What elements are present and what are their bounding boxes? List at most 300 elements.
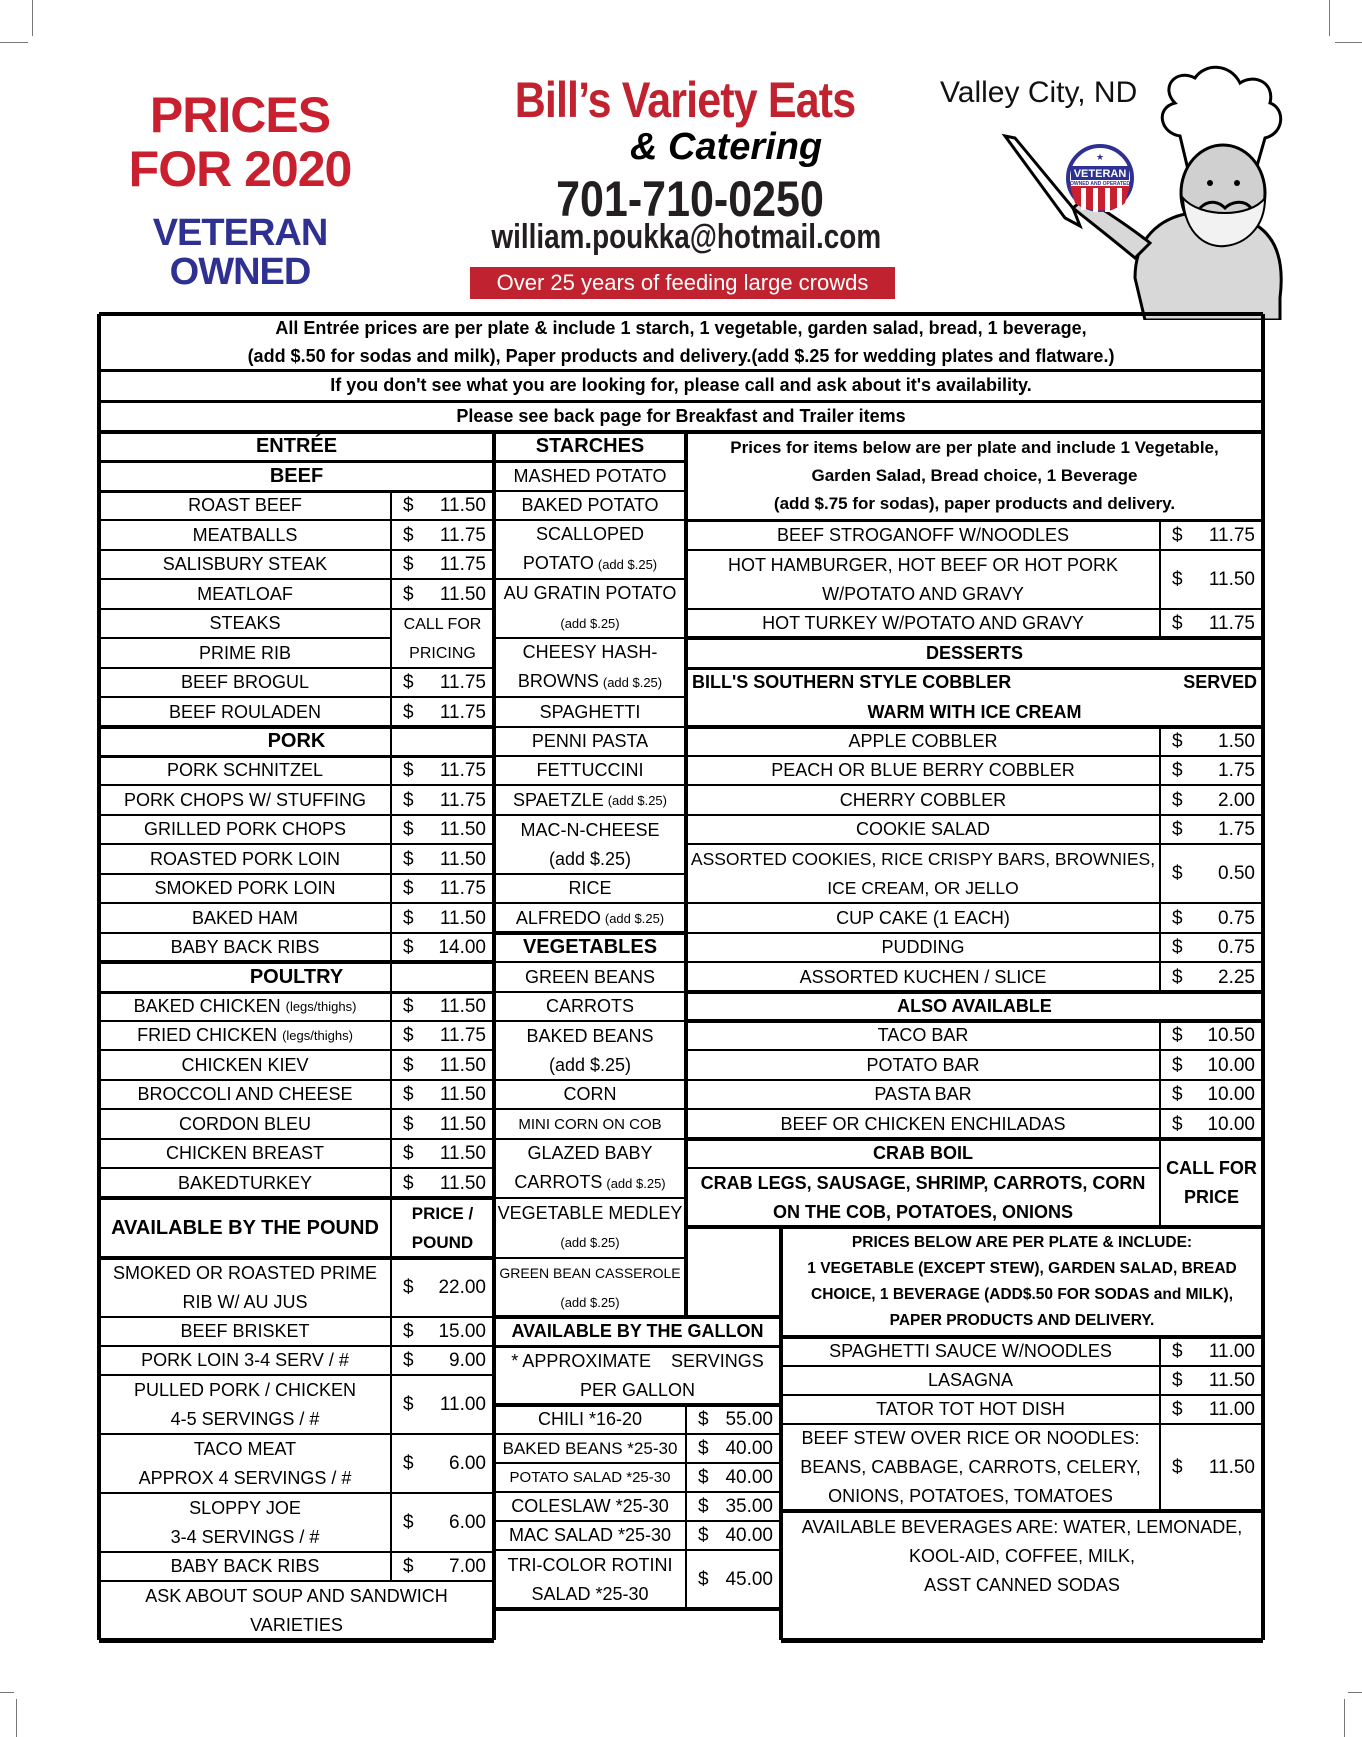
also-item-price	[1160, 1080, 1263, 1109]
price-value: 9.00	[449, 1350, 486, 1371]
item-name: CHICKEN BREAST	[165, 1143, 325, 1163]
crab-desc-1: CRAB LEGS, SAUSAGE, SHRIMP, CARROTS, CORN	[700, 1172, 1146, 1193]
crop-mark	[1344, 1699, 1345, 1737]
starches-header	[494, 432, 686, 461]
starch-name-2: (add $.25)	[548, 848, 632, 869]
item-name: STEAKS	[209, 613, 281, 633]
item-name: CORDON BLEU	[178, 1113, 312, 1134]
currency-symbol: $	[1172, 863, 1183, 884]
phone-number: 701-710-0250	[556, 171, 824, 227]
price-value: 11.50	[439, 1054, 486, 1076]
vegetable-line-2	[514, 1168, 665, 1198]
menu-item-name	[99, 1080, 391, 1109]
item-note: (legs/thighs)	[285, 999, 357, 1014]
starch-item	[494, 697, 686, 727]
starch-line-1: CHEESY HASH-	[522, 642, 658, 662]
price-value: 11.50	[1208, 1370, 1255, 1391]
menu-item-price	[391, 1168, 494, 1198]
price-value: 0.75	[1218, 937, 1255, 958]
currency-symbol: $	[403, 1277, 414, 1298]
menu-item-price	[391, 1021, 494, 1050]
item-line-1: SMOKED OR ROASTED PRIME	[112, 1262, 378, 1283]
price-value: 40.00	[725, 1525, 773, 1546]
price-value: 11.75	[439, 878, 486, 899]
price-value: 11.50	[1208, 569, 1255, 590]
year-line: FOR 2020	[128, 141, 352, 197]
gallon-note-2: PER GALLON	[579, 1379, 696, 1400]
by-pound-title: AVAILABLE BY THE POUND	[111, 1216, 379, 1239]
dessert-item	[686, 844, 1160, 903]
call-line-1: CALL FOR	[403, 615, 482, 633]
price-value: 11.50	[439, 907, 486, 929]
starch-note: (add $.25)	[560, 616, 620, 631]
menu-item-price	[391, 1109, 494, 1139]
menu-item-price	[391, 815, 494, 844]
veteran-owned-heading	[120, 214, 360, 292]
dessert-line-1: APPLE COBBLER	[848, 731, 998, 751]
also-item-name: BEEF OR CHICKEN ENCHILADAS	[780, 1113, 1066, 1134]
price-value: 11.50	[439, 1113, 486, 1135]
currency-symbol: $	[403, 1453, 414, 1474]
starch-item	[494, 638, 686, 697]
menu-item-price	[391, 874, 494, 903]
item-line-2: RIB W/ AU JUS	[182, 1291, 308, 1312]
starch-line-1: AU GRATIN POTATO	[503, 583, 677, 603]
lower-line-1: TATOR TOT HOT DISH	[876, 1399, 1065, 1419]
also-item-name: TACO BAR	[877, 1025, 969, 1045]
lower-plate-price	[1160, 1424, 1263, 1511]
dessert-price	[1160, 756, 1263, 785]
vegetable-note: (add $.25)	[560, 1235, 620, 1250]
price-value: 1.50	[1218, 731, 1255, 752]
lower-plate-price	[1160, 1337, 1263, 1366]
price-value: 0.75	[1218, 907, 1255, 929]
menu-item-price	[391, 1080, 494, 1109]
gallon-name: BAKED BEANS *25-30	[502, 1439, 678, 1458]
table-rule	[1159, 727, 1161, 992]
starch-item	[494, 874, 686, 903]
entree-note	[99, 314, 1263, 370]
gallon-name: POTATO SALAD *25-30	[509, 1469, 671, 1486]
price-value: 11.00	[439, 1394, 486, 1415]
by-pound-price	[391, 1434, 494, 1493]
currency-symbol: $	[698, 1409, 709, 1430]
price-value: 11.50	[439, 1172, 486, 1194]
item-note: (legs/thighs)	[282, 1028, 353, 1043]
vegetable-name: CORN	[563, 1084, 617, 1104]
entree-header	[99, 432, 494, 461]
dessert-item	[686, 785, 1160, 815]
crab-boil-header	[686, 1139, 1160, 1168]
cobbler-desc: WARM WITH ICE CREAM	[867, 701, 1082, 722]
starch-item	[494, 785, 686, 815]
starch-name: SPAETZLE	[513, 789, 604, 810]
vegetable-name-2: CARROTS	[514, 1172, 603, 1192]
price-header-line-1: PRICE /	[411, 1204, 474, 1223]
lower-line-2: BEANS, CABBAGE, CARROTS, CELERY,	[800, 1457, 1141, 1477]
by-pound-item	[99, 1375, 391, 1434]
vegetables-header	[494, 933, 686, 962]
price-value: 10.00	[1207, 1084, 1255, 1105]
currency-symbol: $	[403, 848, 414, 870]
price-value: 1.75	[1218, 819, 1255, 840]
item-name: MEATLOAF	[197, 583, 293, 604]
currency-symbol: $	[1172, 524, 1183, 546]
menu-item-name	[99, 668, 391, 697]
item-line-1: BEEF BRISKET	[180, 1321, 310, 1341]
menu-item-name	[99, 903, 391, 933]
item-name: CHICKEN KIEV	[181, 1054, 309, 1075]
currency-symbol: $	[403, 495, 414, 516]
gallon-price	[686, 1405, 781, 1434]
starch-note: (add $.25)	[607, 792, 667, 808]
plates-intro-2: Garden Salad, Bread choice, 1 Beverage	[811, 466, 1138, 485]
vegetable-name-2: (add $.25)	[548, 1054, 632, 1075]
item-name: BEEF ROULADEN	[168, 701, 322, 722]
gallon-price	[686, 1434, 781, 1463]
lower-intro-4: PAPER PRODUCTS AND DELIVERY.	[889, 1312, 1155, 1329]
currency-symbol: $	[1172, 1084, 1183, 1105]
menu-item-name	[99, 874, 391, 903]
price-value: 45.00	[725, 1569, 773, 1590]
menu-item-price	[391, 844, 494, 874]
call-line-2: PRICING	[409, 644, 476, 662]
ask-about-note	[99, 1581, 494, 1640]
item-name: FRIED CHICKEN	[137, 1025, 278, 1045]
starch-item	[494, 520, 686, 579]
lower-plate-price	[1160, 1395, 1263, 1424]
menu-item-price	[391, 1139, 494, 1168]
price-value: 11.75	[439, 524, 486, 546]
vegetable-item	[494, 992, 686, 1021]
vegetable-name: MINI CORN ON COB	[518, 1115, 662, 1133]
currency-symbol: $	[1172, 789, 1183, 811]
also-item-price	[1160, 1021, 1263, 1050]
price-value: 11.75	[439, 1025, 486, 1046]
currency-symbol: $	[1172, 966, 1183, 988]
starch-note: (add $.25)	[602, 675, 663, 690]
lower-plate-price	[1160, 1366, 1263, 1395]
currency-symbol: $	[403, 1350, 414, 1371]
currency-symbol: $	[403, 1172, 414, 1194]
currency-symbol: $	[403, 996, 414, 1017]
item-name: PORK CHOPS W/ STUFFING	[123, 789, 366, 810]
cobbler-line-1	[692, 668, 1257, 697]
item-name: BAKED HAM	[191, 907, 299, 928]
price-value: 11.75	[1208, 524, 1255, 546]
currency-symbol: $	[403, 1084, 414, 1105]
by-gallon-title: AVAILABLE BY THE GALLON	[511, 1321, 764, 1341]
vegetable-line-1: GLAZED BABY	[527, 1143, 653, 1163]
dessert-line-1: ASSORTED KUCHEN / SLICE	[799, 966, 1047, 987]
item-name: MEATBALLS	[192, 524, 298, 545]
currency-symbol: $	[1172, 731, 1183, 752]
gallon-price	[686, 1463, 781, 1492]
price-value: 11.50	[439, 583, 486, 605]
menu-item-name	[99, 1109, 391, 1139]
plate-price	[1160, 609, 1263, 638]
starch-line-2	[518, 667, 662, 697]
starch-item	[494, 756, 686, 785]
price-value: 10.00	[1207, 1054, 1255, 1076]
chef-illustration	[985, 58, 1295, 320]
starch-note: (add $.25)	[597, 557, 658, 572]
starch-name: BAKED POTATO	[521, 495, 659, 515]
plate-item	[686, 609, 1160, 638]
starch-item	[494, 903, 686, 933]
call-for-pricing	[391, 609, 494, 668]
menu-item-price	[391, 903, 494, 933]
vegetable-note: (add $.25)	[606, 1176, 666, 1191]
vegetable-item	[494, 1080, 686, 1109]
currency-symbol: $	[403, 583, 414, 605]
lower-line-1: BEEF STEW OVER RICE OR NOODLES:	[801, 1428, 1140, 1448]
vegetables-title: VEGETABLES	[522, 936, 658, 958]
also-item-price	[1160, 1109, 1263, 1139]
beverages-line-2: KOOL-AID, COFFEE, MILK,	[908, 1546, 1136, 1566]
price-value: 11.75	[439, 672, 486, 693]
badge-star-icon: ★	[1095, 153, 1105, 163]
crab-call-1: CALL FOR	[1166, 1158, 1257, 1178]
lower-plate-item	[781, 1395, 1160, 1424]
gallon-name: MAC SALAD *25-30	[508, 1525, 672, 1545]
starch-name: PENNI PASTA	[531, 731, 649, 751]
starch-name-2: BROWNS	[517, 671, 599, 691]
price-value: 0.50	[1218, 863, 1255, 884]
vegetable-name: GREEN BEAN CASSEROLE	[499, 1264, 681, 1281]
menu-item-name	[99, 697, 391, 727]
ask-line-1: ASK ABOUT SOUP AND SANDWICH	[145, 1585, 448, 1606]
lower-plate-item	[781, 1337, 1160, 1366]
by-pound-price	[391, 1346, 494, 1375]
currency-symbol: $	[403, 1025, 414, 1046]
by-pound-item	[99, 1493, 391, 1552]
starch-line-2	[523, 549, 657, 579]
currency-symbol: $	[1172, 1370, 1183, 1391]
plate-line-1: HOT TURKEY W/POTATO AND GRAVY	[762, 613, 1084, 633]
menu-item-price	[391, 550, 494, 579]
dessert-line-1: CUP CAKE (1 EACH)	[836, 907, 1010, 928]
currency-symbol: $	[1172, 760, 1183, 781]
currency-symbol: $	[698, 1438, 709, 1459]
item-name: BAKED CHICKEN	[133, 996, 281, 1016]
by-pound-item	[99, 1317, 391, 1346]
price-value: 40.00	[725, 1467, 773, 1488]
also-available-title: ALSO AVAILABLE	[897, 996, 1052, 1016]
also-available-item	[686, 1080, 1160, 1109]
price-value: 11.50	[1208, 1457, 1255, 1478]
veteran-badge	[1068, 146, 1132, 212]
menu-item-price	[391, 491, 494, 520]
currency-symbol: $	[403, 701, 414, 723]
table-rule	[390, 491, 392, 1198]
currency-symbol: $	[403, 1512, 414, 1533]
cobbler-served: SERVED	[1183, 672, 1257, 692]
item-name: BABY BACK RIBS	[170, 937, 320, 957]
price-value: 2.00	[1218, 789, 1255, 811]
currency-symbol: $	[403, 554, 414, 575]
currency-symbol: $	[403, 937, 414, 958]
plate-line-2: W/POTATO AND GRAVY	[822, 583, 1024, 604]
dessert-item	[686, 756, 1160, 785]
currency-symbol: $	[1172, 907, 1183, 929]
menu-item-price	[391, 785, 494, 815]
menu-item-price	[391, 933, 494, 962]
currency-symbol: $	[403, 1394, 414, 1415]
plates-intro	[686, 432, 1263, 520]
currency-symbol: $	[1172, 1025, 1183, 1046]
lower-line-1: SPAGHETTI SAUCE W/NOODLES	[829, 1341, 1112, 1361]
menu-item-name	[99, 785, 391, 815]
note-line-4: Please see back page for Breakfast and Trailer items	[456, 406, 906, 426]
starch-line-1: SCALLOPED	[535, 524, 645, 544]
vegetable-item	[494, 1139, 686, 1198]
vegetable-item	[494, 1109, 686, 1139]
item-line-1: PORK LOIN 3-4 SERV / #	[141, 1350, 349, 1370]
note-line-3: If you don't see what you are looking for, please call and ask about it's availability.	[330, 375, 1032, 395]
also-available-item	[686, 1109, 1160, 1139]
starch-item	[494, 461, 686, 491]
plate-line-1: BEEF STROGANOFF W/NOODLES	[776, 524, 1070, 545]
currency-symbol: $	[1172, 569, 1183, 590]
currency-symbol: $	[1172, 1457, 1183, 1478]
price-value: 11.75	[1208, 613, 1255, 634]
item-line-1: PULLED PORK / CHICKEN	[133, 1379, 357, 1400]
table-rule	[1159, 1021, 1161, 1139]
currency-symbol: $	[403, 878, 414, 899]
menu-item-price	[391, 697, 494, 727]
dessert-line-1: ASSORTED COOKIES, RICE CRISPY BARS, BROWNIES,	[690, 848, 1156, 869]
gallon-item	[494, 1405, 686, 1434]
plate-price	[1160, 550, 1263, 609]
menu-item-name	[99, 844, 391, 874]
vegetable-note: (add $.25)	[560, 1294, 620, 1310]
pork-title: PORK	[267, 730, 326, 752]
menu-item-name	[99, 1168, 391, 1198]
currency-symbol: $	[1172, 1113, 1183, 1135]
menu-item-price	[391, 1050, 494, 1080]
by-pound-price	[391, 1258, 494, 1317]
plates-intro-1: Prices for items below are per plate and include 1 Vegetable,	[730, 438, 1219, 457]
gallon-item	[494, 1463, 686, 1492]
starch-item	[494, 491, 686, 520]
gallon-item	[494, 1434, 686, 1463]
vegetable-item	[494, 1021, 686, 1080]
menu-item-name	[99, 933, 391, 962]
beverages-line-1: AVAILABLE BEVERAGES ARE: WATER, LEMONADE,	[801, 1517, 1243, 1537]
by-gallon-header	[494, 1317, 781, 1346]
crab-boil-title: CRAB BOIL	[873, 1143, 973, 1163]
price-value: 11.75	[439, 789, 486, 811]
starch-name: FETTUCCINI	[536, 760, 644, 780]
starch-name-2: POTATO	[522, 553, 594, 573]
item-name: BEEF BROGUL	[180, 672, 310, 692]
dessert-price	[1160, 903, 1263, 933]
by-pound-header	[99, 1198, 391, 1258]
dessert-item	[686, 962, 1160, 992]
by-pound-price	[391, 1317, 494, 1346]
crop-mark	[16, 1699, 17, 1737]
item-line-2: APPROX 4 SERVINGS / #	[138, 1467, 352, 1488]
plate-price	[1160, 520, 1263, 550]
price-value: 7.00	[449, 1556, 486, 1577]
menu-item-name	[99, 491, 391, 520]
vegetable-line-2	[549, 1051, 631, 1080]
item-name: SMOKED PORK LOIN	[154, 878, 336, 898]
city-label: Valley City, ND	[940, 76, 1138, 109]
lower-plates-intro	[781, 1227, 1263, 1337]
also-item-price	[1160, 1050, 1263, 1080]
by-pound-price	[391, 1493, 494, 1552]
dessert-price	[1160, 785, 1263, 815]
starch-line-1: MAC-N-CHEESE	[520, 819, 660, 840]
table-rule	[781, 1638, 1263, 1643]
currency-symbol: $	[403, 760, 414, 781]
currency-symbol: $	[698, 1467, 709, 1488]
badge-top-text: VETERAN	[1073, 168, 1127, 180]
item-name: BROCCOLI AND CHEESE	[137, 1084, 353, 1104]
gallon-price	[686, 1521, 781, 1550]
desserts-header	[686, 638, 1263, 668]
veteran-line: VETERAN	[152, 212, 328, 254]
gallon-name: TRI-COLOR ROTINI	[507, 1554, 673, 1575]
price-value: 11.75	[439, 554, 486, 575]
owned-line: OWNED	[169, 251, 311, 293]
currency-symbol: $	[403, 1143, 414, 1164]
currency-symbol: $	[403, 1113, 414, 1135]
by-pound-item	[99, 1434, 391, 1493]
cobbler-line-2	[686, 697, 1263, 727]
price-value: 15.00	[438, 1321, 486, 1342]
also-item-name: PASTA BAR	[874, 1084, 972, 1104]
also-available-item	[686, 1050, 1160, 1080]
menu-item-name	[99, 756, 391, 785]
menu-item-price	[391, 756, 494, 785]
plates-intro-3: (add $.75 for sodas), paper products and delivery.	[773, 494, 1176, 513]
menu-item-name	[99, 638, 391, 668]
vegetable-name: GREEN BEANS	[524, 966, 656, 987]
price-value: 10.00	[1207, 1113, 1255, 1135]
lower-intro-2: 1 VEGETABLE (EXCEPT STEW), GARDEN SALAD, BREAD	[807, 1260, 1237, 1277]
dessert-item	[686, 727, 1160, 756]
plate-line-1: HOT HAMBURGER, HOT BEEF OR HOT PORK	[727, 554, 1119, 575]
table-rule	[1261, 314, 1265, 1640]
crab-call-2: PRICE	[1183, 1187, 1239, 1207]
dessert-item	[686, 903, 1160, 933]
lower-intro-1: PRICES BELOW ARE PER PLATE & INCLUDE:	[851, 1234, 1193, 1251]
dessert-price	[1160, 815, 1263, 844]
starch-name: RICE	[568, 878, 612, 898]
business-subtitle: & Catering	[630, 126, 823, 168]
vegetable-item	[494, 962, 686, 992]
price-value: 6.00	[449, 1512, 486, 1533]
table-rule	[1159, 520, 1161, 638]
price-value: 10.50	[1207, 1025, 1255, 1046]
currency-symbol: $	[403, 819, 414, 840]
item-line-1: SLOPPY JOE	[189, 1497, 301, 1518]
price-value: 14.00	[438, 937, 486, 958]
item-line-1: TACO MEAT	[193, 1438, 297, 1459]
price-value: 6.00	[449, 1453, 486, 1474]
menu-item-price	[391, 668, 494, 697]
crop-mark	[0, 1692, 14, 1693]
currency-symbol: $	[1172, 819, 1183, 840]
price-value: 11.50	[439, 495, 486, 516]
price-value: 11.50	[439, 848, 486, 870]
lower-line-3: ONIONS, POTATOES, TOMATOES	[828, 1486, 1113, 1506]
currency-symbol: $	[1172, 1054, 1183, 1076]
badge-bottom-text: OWNED AND OPERATED	[1070, 181, 1130, 187]
